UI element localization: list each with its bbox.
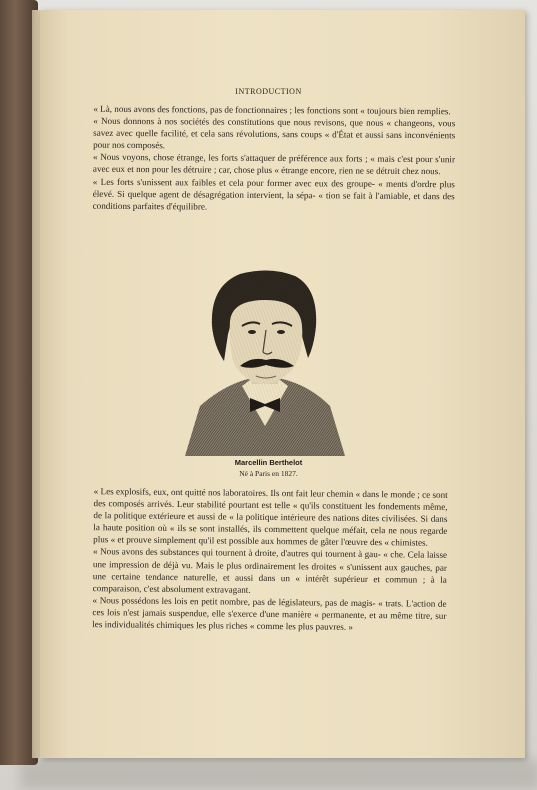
paragraph: « Nous voyons, chose étrange, les forts s'attaquer de préférence aux forts ; « mais c'est pour s'unir avec eux et non pour les détruire ; car, chose plus « étrange encore, rien ne se détruit chez nous. <box>92 152 456 177</box>
bottom-text-block <box>92 485 448 634</box>
portrait-caption-born: Né à Paris en 1827. <box>239 469 298 478</box>
paragraph: « Les explosifs, eux, ont quitté nos laboratoires. Ils ont fait leur chemin « dans le monde ; ce sont des composés arrivés. Leur stabilité pourtant est telle « qu'ils constituent les fondements même, de la politique extérieure et aussi de « la politique intérieure des nations dites civilisées. Si dans la haute position où « ils se sont installés, ils commettent quelque méfait, cela ne nous regarde plus « et prouve simplement qu'il est possible aux hommes de gâter l'œuvre des « chimistes. <box>93 486 448 549</box>
portrait-caption-name: Marcellin Berthelot <box>234 458 303 467</box>
portrait-engraving <box>180 266 350 456</box>
paragraph: « Nous donnons à nos sociétés des constitutions que nous revisons, que nous « changeons, vous savez avec quelle facilité, et cela sans révolutions, sans coups « d'État et aussi sans inconvénients pour nos composés. <box>93 115 456 151</box>
paragraph: « Nous possédons les lois en petit nombre, pas de législateurs, pas de magis- « trats. L'action de ces lois n'est jamais suspendue, elle s'exerce d'une manière « permanente, et au même titre, sur les individualités chimiques les plus riches « comme les plus pauvres. » <box>92 594 447 632</box>
top-text-block <box>93 103 456 214</box>
book-shadow <box>20 760 537 790</box>
paragraph: « Nous avons des substances qui tournent à droite, d'autres qui tournent à gau- « che. Cela laisse une impression de déjà vu. Mais le plus ordinairement les droites « s'unissent aux gauches, par une certaine tendance naturelle, et aussi dans un « intérêt supérieur et commun ; à la comparaison, c'est absolument extravagant. <box>92 546 448 595</box>
page-header: INTRODUCTION <box>235 87 302 96</box>
paragraph: « Là, nous avons des fonctions, pas de fonctionnaires ; les fonctions sont « toujours bien remplies. <box>93 103 451 117</box>
paragraph: « Les forts s'unissent aux faibles et cela pour former avec eux des groupe- « ments d'ordre plus élevé. Si quelque agent de désagrégation intervient, la sépa- « tion se fait à l'amiable, et dans des conditions parfaites d'équilibre. <box>92 176 455 212</box>
